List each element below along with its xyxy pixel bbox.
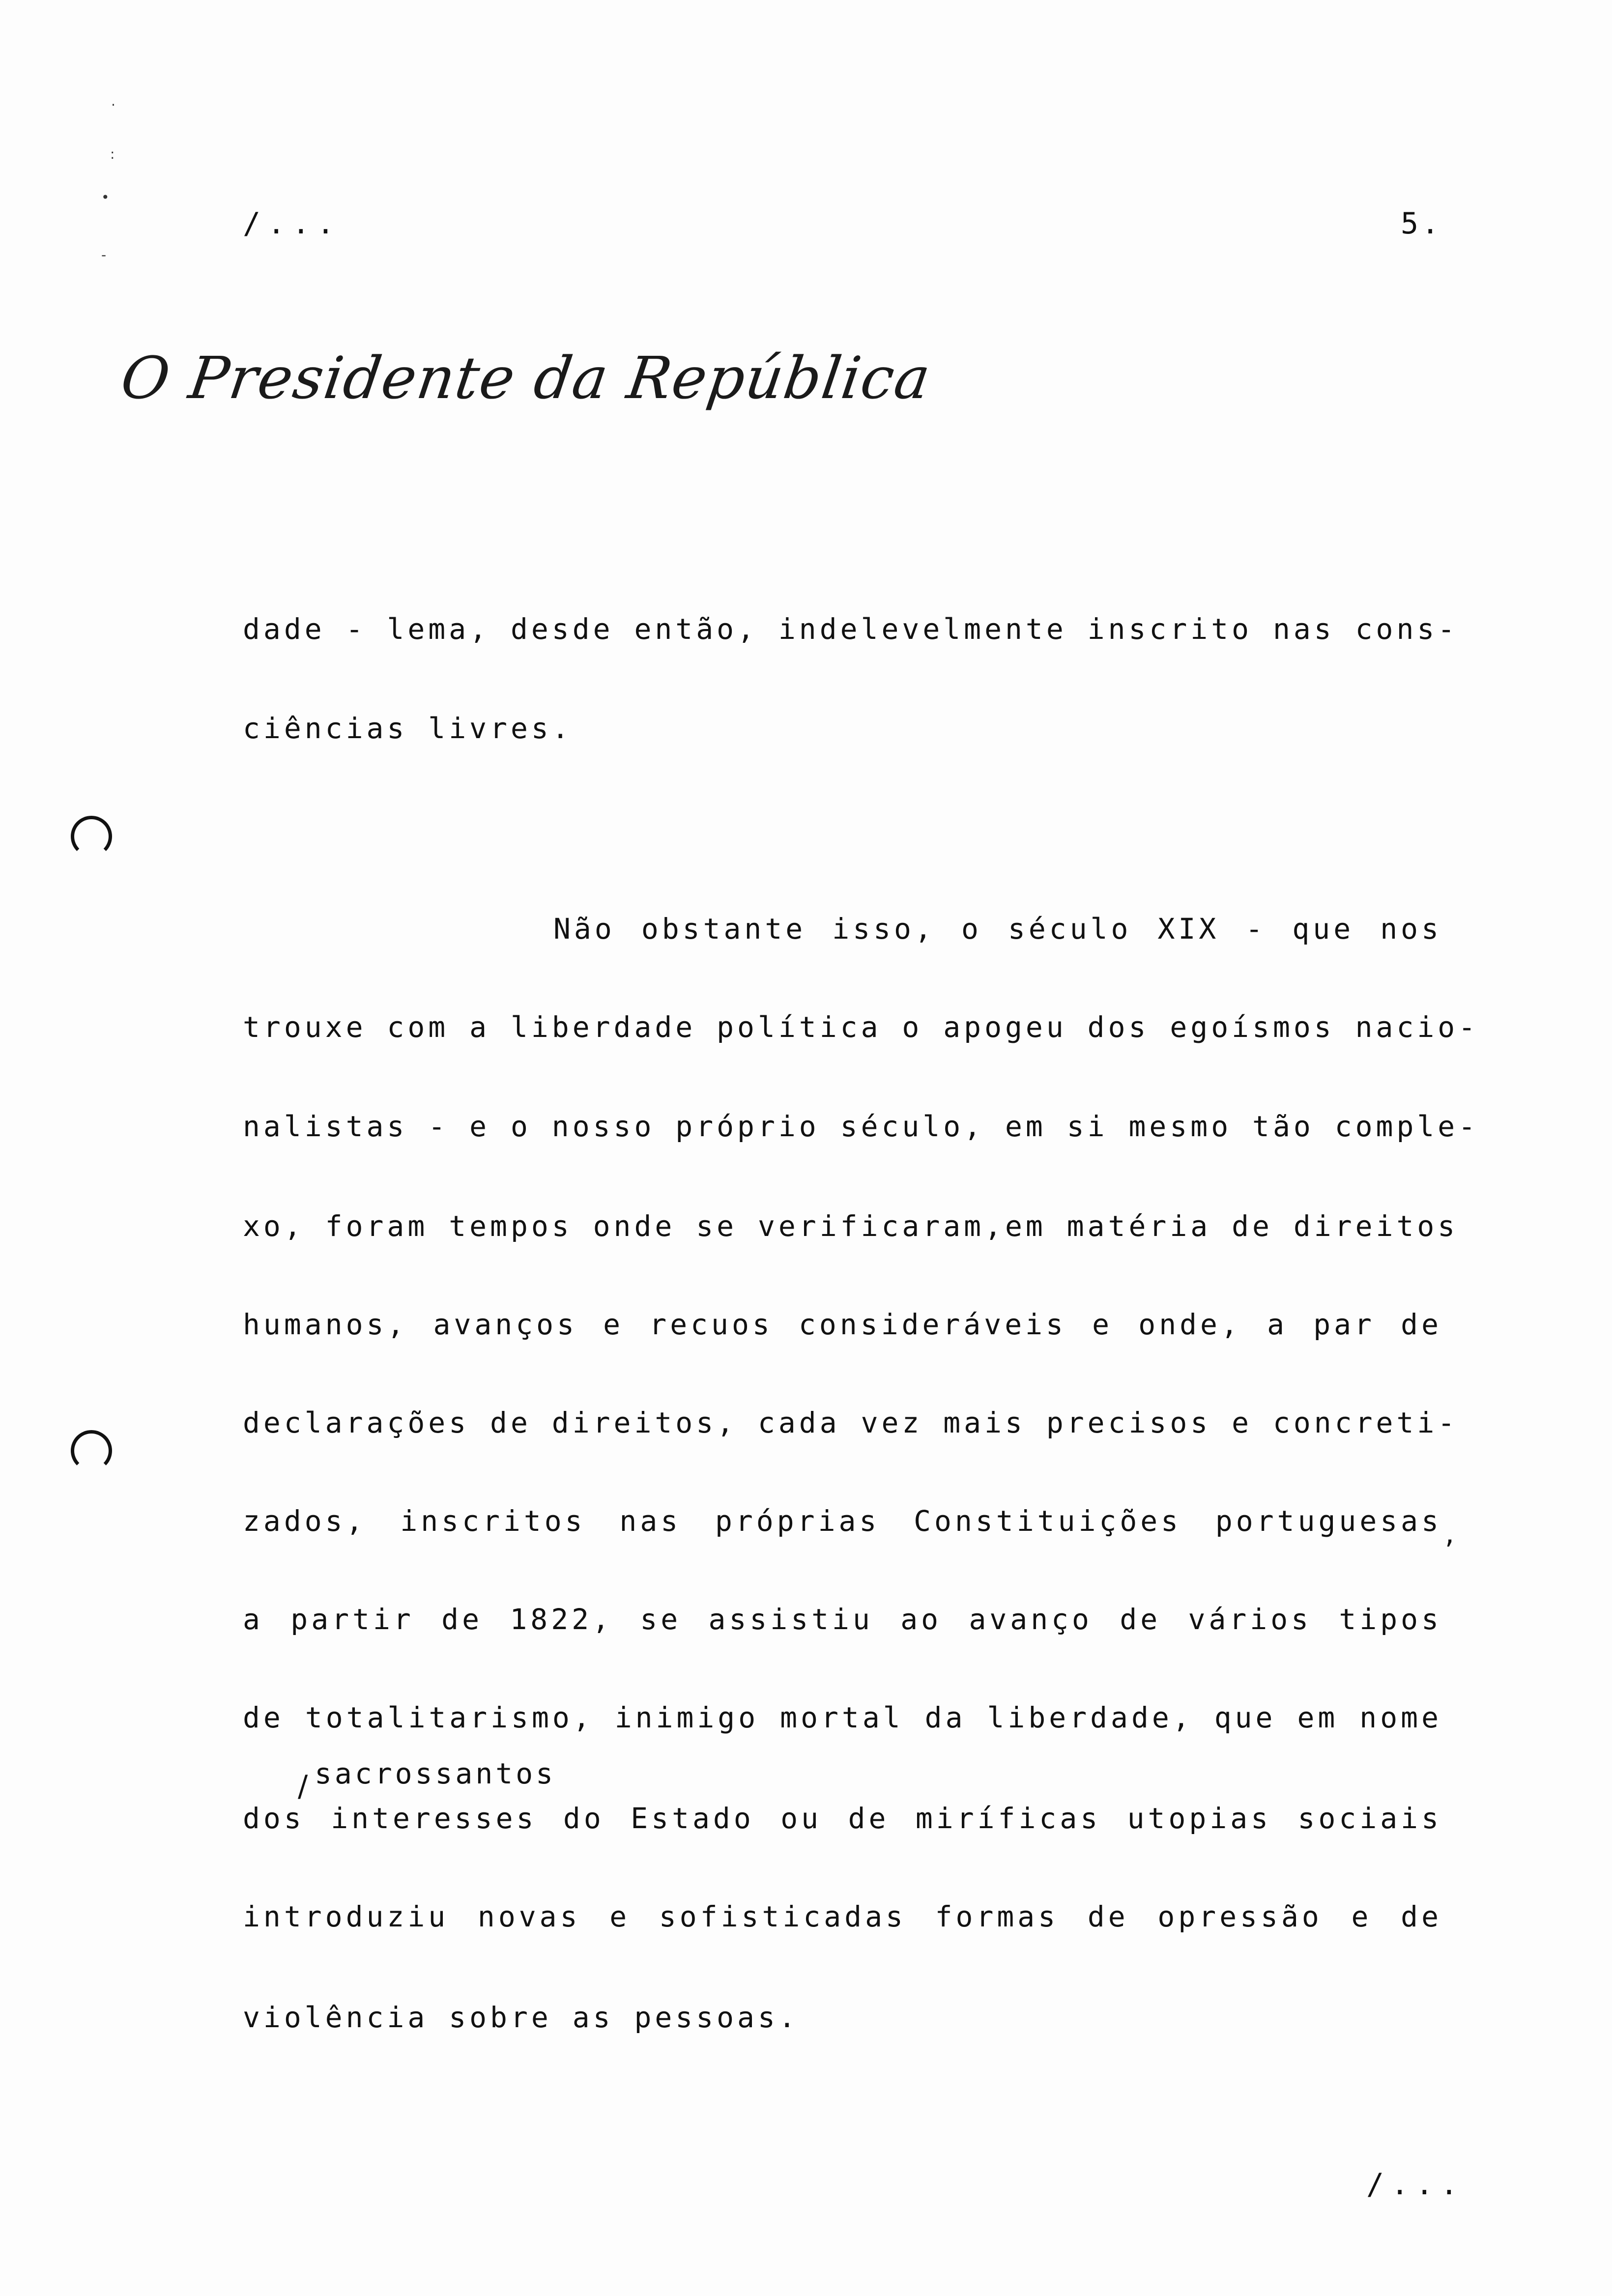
paragraph-2-line: xo, foram tempos onde se verificaram,em matéria de direitos: [243, 1209, 1459, 1243]
page-number: 5.: [1401, 206, 1442, 241]
paragraph-2-line: declarações de direitos, cada vez mais precisos e concreti-: [243, 1406, 1459, 1439]
binder-hole: [71, 816, 112, 857]
handwritten-insertion: sacrossantos: [315, 1757, 556, 1790]
paragraph-1-line: dade - lema, desde então, indelevelmente inscrito nas cons-: [243, 612, 1459, 646]
paragraph-2-line: trouxe com a liberdade política o apogeu dos egoísmos nacio-: [243, 1010, 1479, 1044]
margin-speck: :: [110, 146, 115, 162]
continued-to-mark: /...: [1366, 2167, 1465, 2202]
paragraph-2-line: introduziu novas e sofisticadas formas de opressão e de: [243, 1900, 1442, 1933]
paragraph-2-line: zados, inscritos nas próprias Constituições portuguesas: [243, 1504, 1442, 1538]
paragraph-2-line: nalistas - e o nosso próprio século, em si mesmo tão comple-: [243, 1110, 1479, 1143]
handwritten-comma: ,: [1445, 1516, 1455, 1550]
continued-from-mark: /...: [243, 206, 342, 241]
paragraph-2-line: violência sobre as pessoas.: [243, 2001, 799, 2034]
paragraph-2-line: humanos, avanços e recuos consideráveis e onde, a par de: [243, 1308, 1442, 1341]
paragraph-2-line: Não obstante isso, o século XIX - que nos: [553, 912, 1442, 946]
letterhead-title: O Presidente da República: [117, 344, 935, 412]
margin-speck: ·: [111, 97, 115, 113]
margin-speck: -: [101, 247, 107, 263]
paragraph-2-line: dos interesses do Estado ou de miríficas utopias sociais: [243, 1802, 1442, 1835]
paragraph-2-line: de totalitarismo, inimigo mortal da liberdade, que em nome: [243, 1701, 1442, 1734]
insertion-caret: /: [298, 1769, 308, 1804]
paragraph-2-line: a partir de 1822, se assistiu ao avanço de vários tipos: [243, 1603, 1442, 1636]
paragraph-1-line: ciências livres.: [243, 712, 573, 745]
margin-speck: •: [101, 189, 110, 205]
binder-hole: [71, 1430, 112, 1471]
